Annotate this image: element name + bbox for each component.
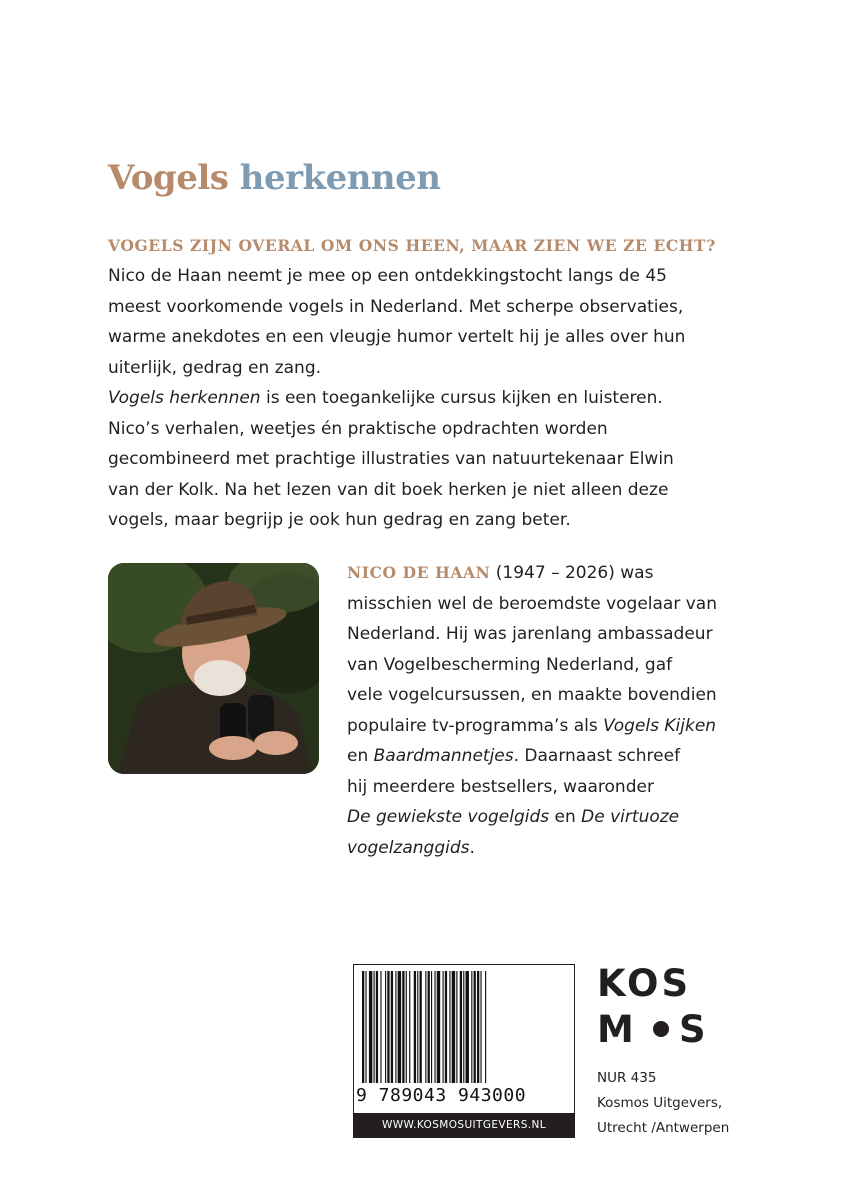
logo-line-2-end: S	[679, 1008, 709, 1050]
nur-code: NUR 435	[597, 1070, 657, 1086]
barcode-bar	[398, 971, 401, 1083]
barcode-bar	[443, 971, 444, 1083]
text-fragment: .	[469, 837, 475, 858]
text-line	[347, 558, 767, 589]
barcode-bar	[437, 971, 440, 1083]
barcode-bar	[460, 971, 462, 1083]
barcode-bar	[374, 971, 375, 1083]
barcode-bars	[354, 965, 574, 1085]
barcode-bar	[391, 971, 393, 1083]
author-photo-illustration	[108, 563, 319, 774]
logo-dot	[653, 1021, 669, 1037]
barcode-bar	[395, 971, 396, 1083]
barcode-bar	[380, 971, 381, 1083]
text-line	[347, 741, 767, 772]
description-paragraph-2	[108, 383, 748, 536]
barcode	[353, 964, 575, 1138]
logo-line-2-start: M	[597, 1008, 637, 1050]
text-line: gecombineerd met prachtige illustraties van natuurtekenaar Elwin	[108, 449, 674, 469]
text-line	[347, 833, 767, 864]
barcode-bar	[466, 971, 469, 1083]
barcode-bar	[425, 971, 426, 1083]
barcode-bar	[428, 971, 430, 1083]
publisher-name: Kosmos Uitgevers,	[597, 1095, 723, 1111]
tv-program-title: Baardmannetjes	[373, 746, 514, 766]
text-line: van Vogelbescherming Nederland, gaf	[347, 654, 673, 675]
barcode-bar	[365, 971, 366, 1083]
kosmos-logo	[597, 960, 717, 1050]
barcode-bar	[420, 971, 422, 1083]
author-photo	[108, 563, 319, 774]
barcode-bar	[480, 971, 481, 1083]
barcode-bar	[474, 971, 476, 1083]
barcode-bar	[477, 971, 479, 1083]
barcode-bar	[406, 971, 407, 1083]
book-title-italic: De virtuoze	[581, 807, 680, 827]
barcode-bar	[449, 971, 450, 1083]
author-bio	[347, 558, 767, 863]
text-line: Nico de Haan neemt je mee op een ontdekkingstocht langs de 45	[108, 266, 667, 286]
barcode-bar	[471, 971, 472, 1083]
publisher-website: WWW.KOSMOSUITGEVERS.NL	[353, 1113, 575, 1138]
barcode-bar	[445, 971, 447, 1083]
text-fragment: (1947 – 2026) was	[490, 563, 654, 583]
barcode-bar	[387, 971, 389, 1083]
text-line	[347, 802, 767, 833]
text-line: Nederland. Hij was jarenlang ambassadeur	[347, 624, 713, 644]
text-line	[347, 711, 767, 742]
publisher-city: Utrecht /Antwerpen	[597, 1120, 730, 1136]
title-word-herkennen: herkennen	[239, 158, 441, 198]
barcode-bar	[463, 971, 464, 1083]
barcode-bar	[369, 971, 372, 1083]
barcode-bar	[485, 971, 486, 1083]
text-line: meest voorkomende vogels in Nederland. Met scherpe observaties,	[108, 296, 684, 317]
text-line: hij meerdere bestsellers, waaronder	[347, 776, 654, 797]
barcode-bar	[414, 971, 416, 1083]
barcode-bar	[417, 971, 418, 1083]
text-fragment: . Daarnaast schreef	[513, 746, 681, 766]
barcode-bar	[362, 971, 364, 1083]
book-title-italic: Vogels herkennen	[108, 388, 261, 408]
barcode-bar	[376, 971, 378, 1083]
barcode-bar	[431, 971, 432, 1083]
text-line: vogels, maar begrijp je ook hun gedrag en zang beter.	[108, 510, 571, 530]
barcode-bar	[434, 971, 435, 1083]
logo-line-1: KOS	[597, 962, 692, 1005]
description-text	[108, 261, 748, 536]
barcode-bar	[385, 971, 386, 1083]
barcode-bar	[452, 971, 455, 1083]
barcode-bar	[402, 971, 404, 1083]
text-line: van der Kolk. Na het lezen van dit boek herken je niet alleen deze	[108, 479, 669, 500]
barcode-bar	[456, 971, 457, 1083]
text-line: Nico’s verhalen, weetjes én praktische opdrachten worden	[108, 418, 608, 439]
tagline: VOGELS ZIJN OVERAL OM ONS HEEN, MAAR ZIEN WE ZE ECHT?	[108, 236, 716, 255]
barcode-bar	[409, 971, 410, 1083]
book-title-italic: vogelzanggids	[347, 837, 470, 858]
text-line: warme anekdotes en een vleugje humor vertelt hij je alles over hun	[108, 327, 686, 347]
book-title-italic: De gewiekste vogelgids	[347, 807, 550, 827]
text-line: misschien wel de beroemdste vogelaar van	[347, 593, 717, 614]
description-paragraph-1	[108, 261, 748, 383]
author-name: NICO DE HAAN	[347, 563, 491, 582]
tv-program-title: Vogels Kijken	[603, 715, 717, 736]
text-fragment: en	[549, 807, 582, 827]
text-line: vele vogelcursussen, en maakte bovendien	[347, 685, 717, 705]
title-word-vogels: Vogels	[108, 158, 229, 198]
text-fragment: populaire tv-programma’s als	[347, 715, 604, 736]
text-line	[108, 383, 748, 414]
isbn-digits: 9 789043 943000	[356, 1085, 572, 1106]
text-fragment: is een toegankelijke cursus kijken en luisteren.	[260, 388, 663, 408]
book-title	[108, 158, 441, 198]
text-line: uiterlijk, gedrag en zang.	[108, 357, 322, 378]
publisher-info	[597, 1066, 729, 1141]
text-fragment: en	[347, 746, 374, 766]
